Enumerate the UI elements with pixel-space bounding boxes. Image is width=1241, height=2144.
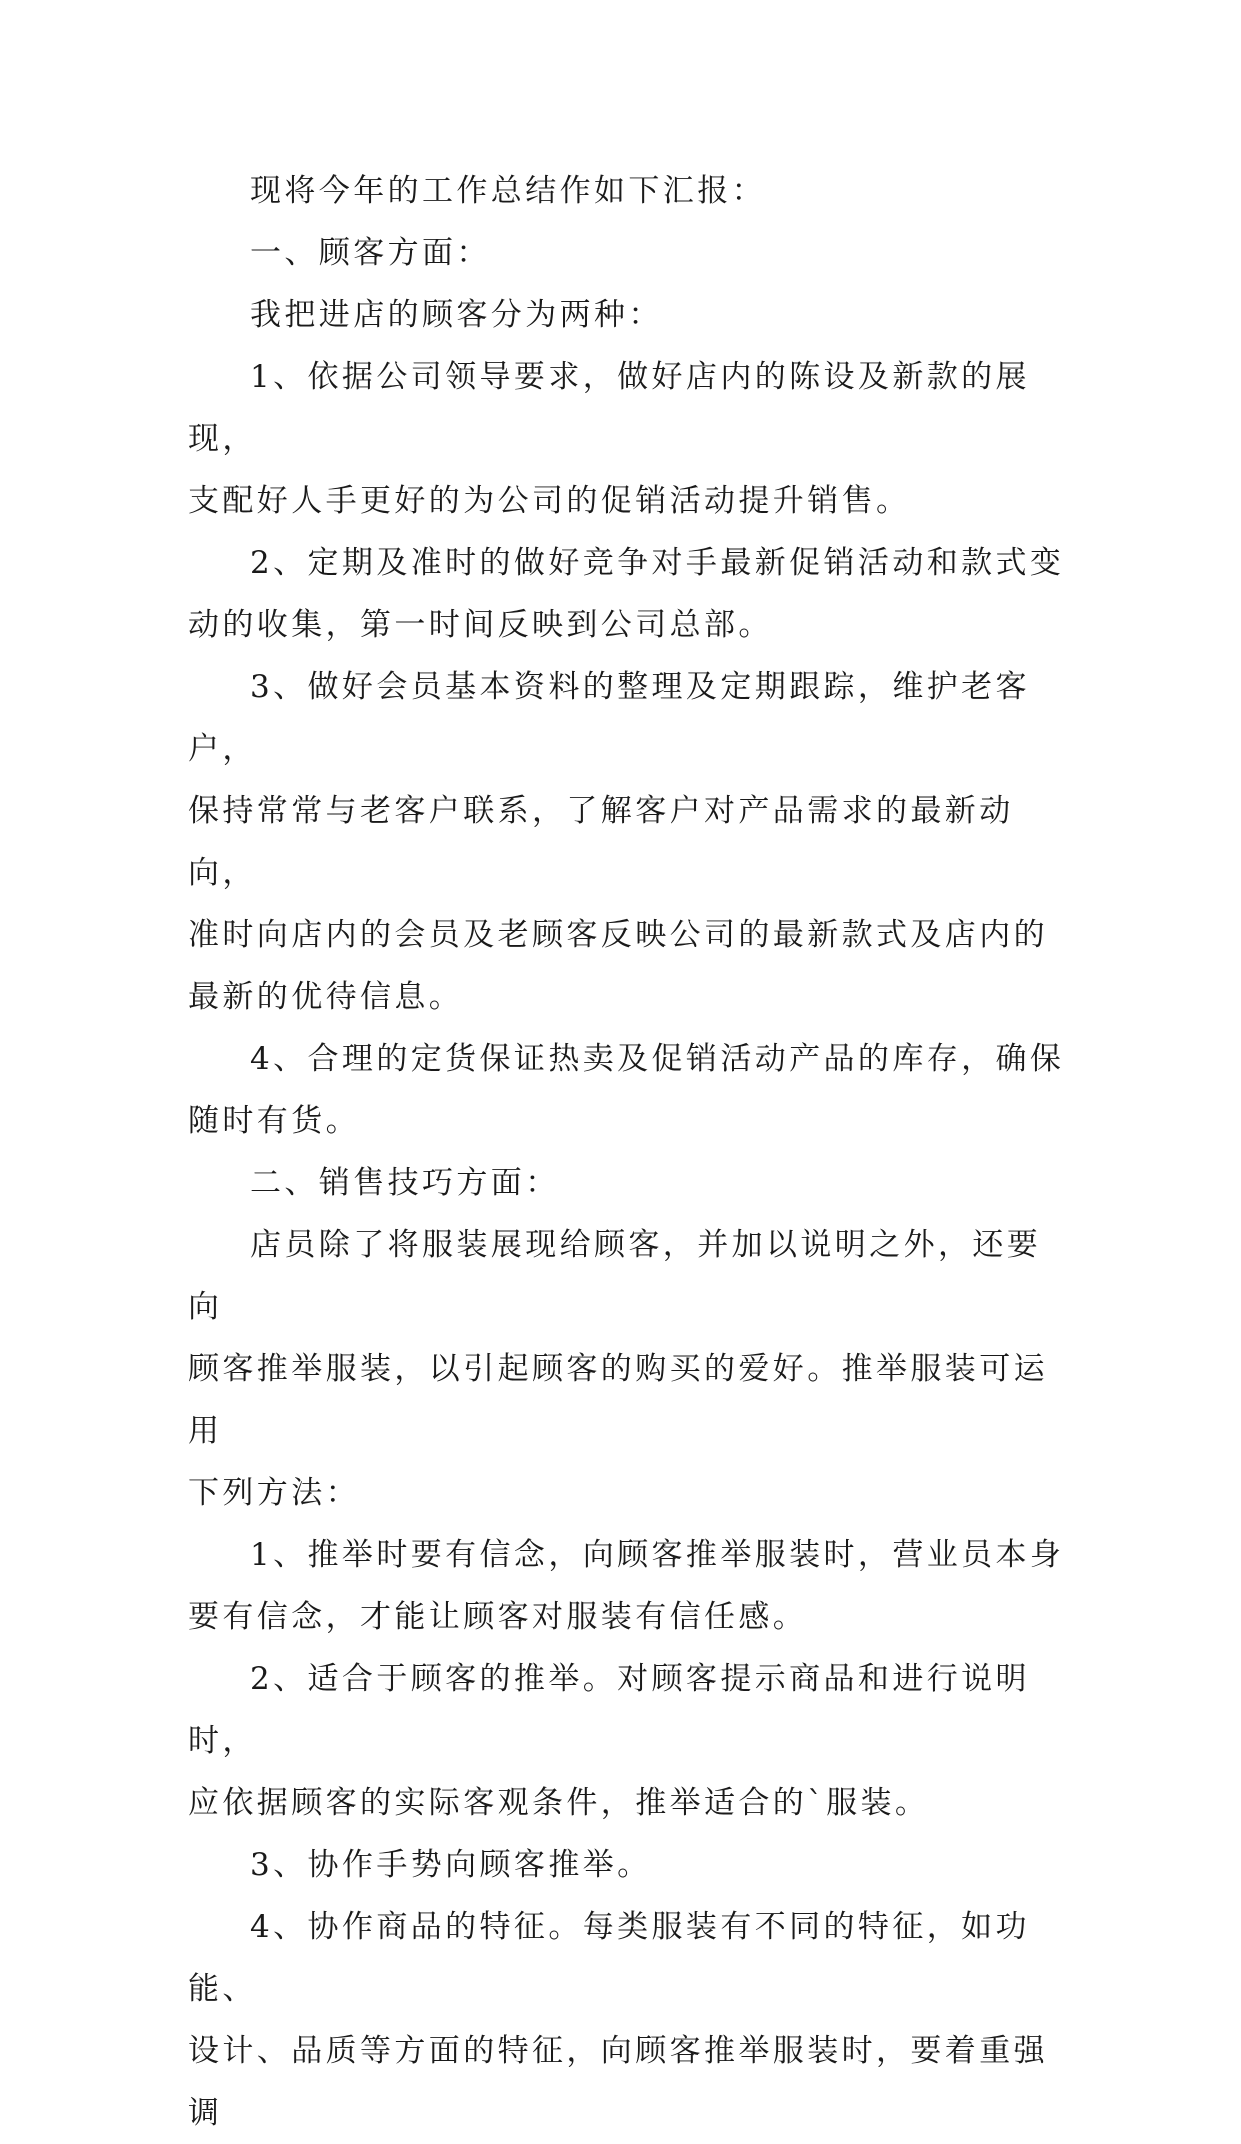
list-item-customer-3: 3、做好会员基本资料的整理及定期跟踪，维护老客户， 保持常常与老客户联系，了解客户对产品需求的最新动向， 准时向店内的会员及老顾客反映公司的最新款式及店内的 最新的优待信息。 — [188, 669, 1048, 1015]
list-item-customer-2: 2、定期及准时的做好竞争对手最新促销活动和款式变 动的收集，第一时间反映到公司总部。 — [188, 545, 1065, 643]
document-body — [188, 160, 1068, 2144]
list-item-sales-1: 1、推举时要有信念，向顾客推举服装时，营业员本身 要有信念，才能让顾客对服装有信任感。 — [188, 1537, 1065, 1635]
heading-customer: 一、顾客方面： — [250, 235, 491, 271]
paragraph-customer-types: 我把进店的顾客分为两种： — [250, 297, 663, 333]
paragraph-sales-intro: 店员除了将服装展现给顾客，并加以说明之外，还要向 顾客推举服装，以引起顾客的购买的爱好。推举服装可运用 下列方法： — [188, 1227, 1048, 1511]
list-item-customer-4: 4、合理的定货保证热卖及促销活动产品的库存，确保 随时有货。 — [188, 1041, 1065, 1139]
list-item-sales-4: 4、协作商品的特征。每类服装有不同的特征，如功能、 设计、品质等方面的特征，向顾客推举服装时，要着重强调 — [188, 1909, 1048, 2131]
list-item-customer-1: 1、依据公司领导要求，做好店内的陈设及新款的展现， 支配好人手更好的为公司的促销活动提升销售。 — [188, 359, 1030, 519]
heading-sales-skills: 二、销售技巧方面： — [250, 1165, 560, 1201]
paragraph-intro: 现将今年的工作总结作如下汇报： — [250, 173, 766, 209]
list-item-sales-2: 2、适合于顾客的推举。对顾客提示商品和进行说明时， 应依据顾客的实际客观条件，推举适合的`服装。 — [188, 1661, 1030, 1821]
list-item-sales-3: 3、协作手势向顾客推举。 — [250, 1847, 652, 1883]
